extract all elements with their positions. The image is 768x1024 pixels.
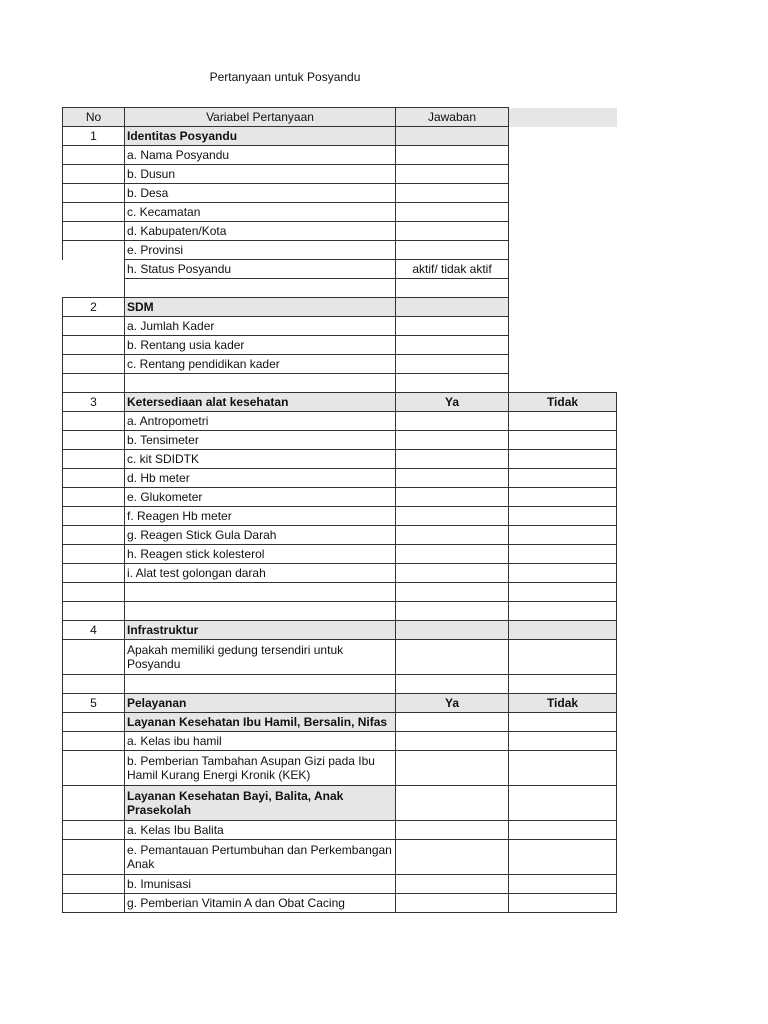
no-cell-answer[interactable]	[509, 732, 617, 751]
table-row	[63, 751, 617, 786]
empty-cell	[509, 165, 617, 184]
answer-cell[interactable]	[396, 165, 509, 184]
no-cell	[63, 355, 125, 374]
no-cell-answer[interactable]	[509, 488, 617, 507]
table-row	[63, 875, 617, 894]
answer-cell[interactable]	[396, 355, 509, 374]
yes-cell[interactable]	[396, 469, 509, 488]
table-row	[63, 260, 617, 279]
empty-cell	[509, 203, 617, 222]
question-label: c. Rentang pendidikan kader	[125, 355, 396, 374]
answer-cell[interactable]	[396, 298, 509, 317]
no-cell	[63, 241, 125, 260]
no-cell	[63, 165, 125, 184]
yes-cell[interactable]	[396, 821, 509, 840]
no-cell-answer[interactable]	[509, 894, 617, 913]
empty-cell	[509, 260, 617, 279]
table-row	[63, 222, 617, 241]
answer-cell[interactable]	[396, 336, 509, 355]
answer-cell[interactable]	[396, 317, 509, 336]
question-label: i. Alat test golongan darah	[125, 564, 396, 583]
yes-header: Ya	[396, 393, 509, 412]
question-label: a. Antropometri	[125, 412, 396, 431]
question-label: d. Kabupaten/Kota	[125, 222, 396, 241]
table-row	[63, 241, 617, 260]
question-label: a. Nama Posyandu	[125, 146, 396, 165]
table-row	[63, 840, 617, 875]
question-label: b. Tensimeter	[125, 431, 396, 450]
no-cell-answer[interactable]	[509, 412, 617, 431]
section-title: SDM	[125, 298, 396, 317]
spacer-row	[63, 675, 617, 694]
question-label: Apakah memiliki gedung tersendiri untuk Posyandu	[125, 640, 396, 675]
table-row	[63, 640, 617, 675]
section-title: Pelayanan	[125, 694, 396, 713]
subsection-row	[63, 713, 617, 732]
empty-cell	[509, 108, 617, 127]
section-title: Ketersediaan alat kesehatan	[125, 393, 396, 412]
no-cell	[63, 336, 125, 355]
header-row	[63, 108, 617, 127]
empty-cell	[509, 336, 617, 355]
table-row	[63, 317, 617, 336]
yes-cell[interactable]	[396, 507, 509, 526]
answer-cell[interactable]	[396, 184, 509, 203]
no-cell-answer[interactable]	[509, 469, 617, 488]
spacer-row	[63, 279, 617, 298]
yes-cell[interactable]	[396, 751, 509, 786]
empty-cell	[509, 355, 617, 374]
table-row	[63, 564, 617, 583]
answer-cell[interactable]	[396, 146, 509, 165]
table-row	[63, 894, 617, 913]
empty-cell	[509, 317, 617, 336]
table-row	[63, 336, 617, 355]
section-title: Identitas Posyandu	[125, 127, 396, 146]
answer-cell[interactable]	[396, 127, 509, 146]
yes-cell[interactable]	[396, 431, 509, 450]
question-label: a. Kelas Ibu Balita	[125, 821, 396, 840]
section-number: 2	[63, 298, 125, 317]
section-row	[63, 694, 617, 713]
question-label: b. Rentang usia kader	[125, 336, 396, 355]
table-row	[63, 469, 617, 488]
question-label: e. Provinsi	[125, 241, 396, 260]
no-cell	[63, 222, 125, 241]
no-cell	[63, 260, 125, 279]
subsection-title: Layanan Kesehatan Bayi, Balita, Anak Prasekolah	[125, 786, 396, 821]
section-title: Infrastruktur	[125, 621, 396, 640]
table-row	[63, 146, 617, 165]
table-row	[63, 488, 617, 507]
table-row	[63, 450, 617, 469]
table-row	[63, 165, 617, 184]
table-row	[63, 431, 617, 450]
question-label: f. Reagen Hb meter	[125, 507, 396, 526]
empty-cell	[509, 146, 617, 165]
answer-cell[interactable]	[396, 241, 509, 260]
no-cell-answer[interactable]	[509, 821, 617, 840]
table-row	[63, 355, 617, 374]
status-answer[interactable]: aktif/ tidak aktif	[396, 260, 509, 279]
question-label: g. Reagen Stick Gula Darah	[125, 526, 396, 545]
empty-cell	[509, 241, 617, 260]
no-header: Tidak	[509, 694, 617, 713]
yes-cell[interactable]	[396, 564, 509, 583]
question-label: a. Jumlah Kader	[125, 317, 396, 336]
yes-cell[interactable]	[396, 732, 509, 751]
no-cell-answer[interactable]	[509, 840, 617, 875]
table-row	[63, 545, 617, 564]
header-variable: Variabel Pertanyaan	[125, 108, 396, 127]
question-label: b. Dusun	[125, 165, 396, 184]
spacer-row	[63, 583, 617, 602]
yes-cell[interactable]	[396, 526, 509, 545]
no-cell-answer[interactable]	[509, 640, 617, 675]
yes-cell[interactable]	[396, 640, 509, 675]
question-label: a. Kelas ibu hamil	[125, 732, 396, 751]
answer-cell[interactable]	[396, 203, 509, 222]
question-label: h. Reagen stick kolesterol	[125, 545, 396, 564]
questionnaire-table	[62, 107, 617, 913]
no-cell-answer[interactable]	[509, 545, 617, 564]
yes-cell[interactable]	[396, 875, 509, 894]
section-row	[63, 621, 617, 640]
section-row	[63, 127, 617, 146]
table-row	[63, 412, 617, 431]
section-number: 4	[63, 621, 125, 640]
table-row	[63, 507, 617, 526]
no-cell	[63, 317, 125, 336]
empty-cell	[509, 184, 617, 203]
empty-cell	[509, 298, 617, 317]
section-number: 3	[63, 393, 125, 412]
yes-cell[interactable]	[396, 488, 509, 507]
question-label: h. Status Posyandu	[125, 260, 396, 279]
no-cell-answer[interactable]	[509, 875, 617, 894]
section-row	[63, 393, 617, 412]
yes-cell[interactable]	[396, 412, 509, 431]
empty-cell	[509, 222, 617, 241]
no-cell-answer[interactable]	[509, 450, 617, 469]
empty-cell	[509, 127, 617, 146]
section-number: 5	[63, 694, 125, 713]
yes-cell[interactable]	[396, 894, 509, 913]
no-cell-answer[interactable]	[509, 526, 617, 545]
question-label: d. Hb meter	[125, 469, 396, 488]
table-row	[63, 526, 617, 545]
spacer-row	[63, 374, 617, 393]
question-label: b. Desa	[125, 184, 396, 203]
question-label: g. Pemberian Vitamin A dan Obat Cacing	[125, 894, 396, 913]
question-label: b. Imunisasi	[125, 875, 396, 894]
yes-cell[interactable]	[396, 840, 509, 875]
yes-cell[interactable]	[396, 545, 509, 564]
no-cell-answer[interactable]	[509, 507, 617, 526]
no-cell-answer[interactable]	[509, 751, 617, 786]
subsection-title: Layanan Kesehatan Ibu Hamil, Bersalin, Nifas	[125, 713, 396, 732]
question-label: b. Pemberian Tambahan Asupan Gizi pada Ibu Hamil Kurang Energi Kronik (KEK)	[125, 751, 396, 786]
answer-cell[interactable]	[396, 222, 509, 241]
question-label: e. Pemantauan Pertumbuhan dan Perkembangan Anak	[125, 840, 396, 875]
no-cell	[63, 146, 125, 165]
page-title: Pertanyaan untuk Posyandu	[209, 70, 361, 84]
table-row	[63, 184, 617, 203]
no-cell-answer[interactable]	[509, 431, 617, 450]
no-cell	[63, 203, 125, 222]
header-no: No	[63, 108, 125, 127]
question-label: c. kit SDIDTK	[125, 450, 396, 469]
section-row	[63, 298, 617, 317]
table-row	[63, 732, 617, 751]
no-header: Tidak	[509, 393, 617, 412]
no-cell-answer[interactable]	[509, 564, 617, 583]
no-cell	[63, 184, 125, 203]
table-row	[63, 821, 617, 840]
question-label: c. Kecamatan	[125, 203, 396, 222]
spacer-row	[63, 602, 617, 621]
yes-cell[interactable]	[396, 450, 509, 469]
yes-header: Ya	[396, 694, 509, 713]
question-label: e. Glukometer	[125, 488, 396, 507]
section-number: 1	[63, 127, 125, 146]
header-answer: Jawaban	[396, 108, 509, 127]
table-row	[63, 203, 617, 222]
subsection-row	[63, 786, 617, 821]
